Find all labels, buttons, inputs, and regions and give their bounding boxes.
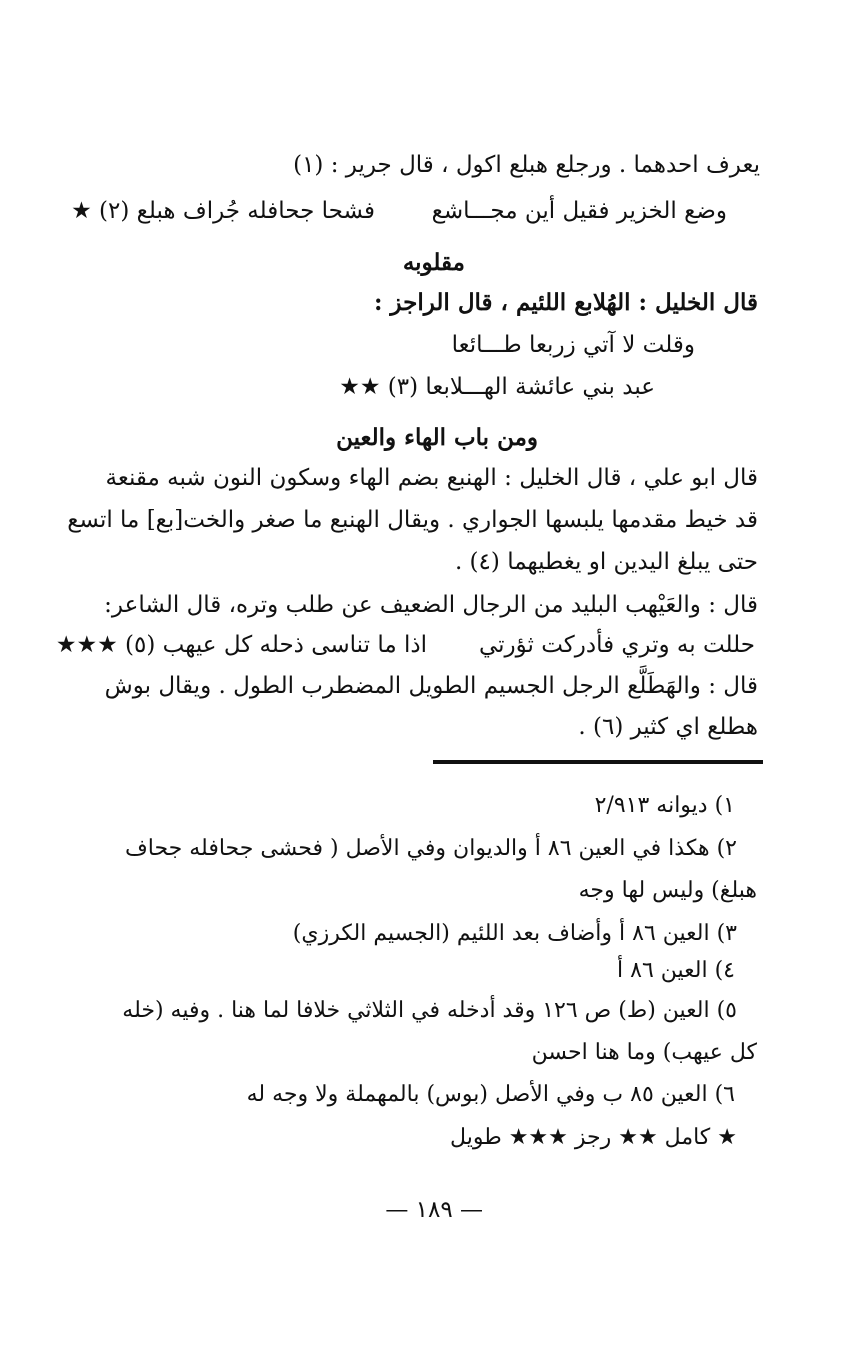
footnote-1: ١) ديوانه ٢/٩١٣ — [594, 793, 735, 818]
verse-line-3: عبد بني عائشة الهـــلابعا (٣) ★★ — [339, 374, 655, 400]
verse-hemistich-1b: فشحا جحافله جُراف هبلع (٢) ★ — [71, 198, 375, 224]
text-line-11: قال : والهَطَلَّع الرجل الجسيم الطويل المضطرب الطول . ويقال بوش — [104, 673, 758, 699]
text-line-8: حتى يبلغ اليدين او يغطيهما (٤) . — [454, 549, 758, 575]
section-heading-maqlubuh: مقلوبه — [402, 249, 465, 276]
page-number: — ١٨٩ — — [385, 1197, 483, 1223]
footnote-2: ٢) هكذا في العين ٨٦ أ والديوان وفي الأصل ( فحشى جحافله جحاف — [124, 836, 737, 861]
footnote-divider — [433, 760, 763, 764]
footnote-4: ٤) العين ٨٦ أ — [617, 958, 735, 983]
text-line-1: يعرف احدهما . ورجلع هبلع اكول ، قال جرير : (١) — [293, 152, 760, 178]
footnote-5-continued: كل عيهب) وما هنا احسن — [531, 1040, 757, 1065]
verse-hemistich-1a: وضع الخزير فقيل أين مجـــاشع — [431, 198, 727, 224]
footnote-6: ٦) العين ٨٥ ب وفي الأصل (بوس) بالمهملة ولا وجه له — [246, 1082, 735, 1107]
footnote-5: ٥) العين (ط) ص ١٢٦ وقد أدخله في الثلاثي خلافا لما هنا . وفيه (خله — [122, 998, 737, 1023]
text-line-6: قال ابو علي ، قال الخليل : الهنبع بضم الهاء وسكون النون شبه مقنعة — [105, 465, 758, 491]
text-line-3: قال الخليل : الهُلابع اللئيم ، قال الراجز : — [373, 289, 758, 316]
text-line-9: قال : والعَيْهب البليد من الرجال الضعيف عن طلب وتره، قال الشاعر: — [104, 592, 758, 618]
verse-line-2: وقلت لا آتي زربعا طـــائعا — [451, 332, 695, 358]
verse-hemistich-4b: اذا ما تناسى ذحله كل عيهب (٥) ★★★ — [55, 632, 427, 658]
footnote-3: ٣) العين ٨٦ أ وأضاف بعد اللئيم (الجسيم الكرزي) — [292, 921, 737, 946]
verse-hemistich-4a: حللت به وتري فأدركت ثؤرتي — [478, 632, 755, 658]
meter-legend: ★ كامل ★★ رجز ★★★ طويل — [450, 1125, 737, 1150]
footnote-2-continued: هبلغ) وليس لها وجه — [578, 878, 757, 903]
text-line-12: هطلع اي كثير (٦) . — [578, 714, 758, 740]
text-line-7: قد خيط مقدمها يلبسها الجواري . ويقال الهنبع ما صغر والخت[بع] ما اتسع — [67, 507, 758, 533]
section-heading-bab-al-ha-wal-ayn: ومن باب الهاء والعين — [336, 424, 538, 451]
